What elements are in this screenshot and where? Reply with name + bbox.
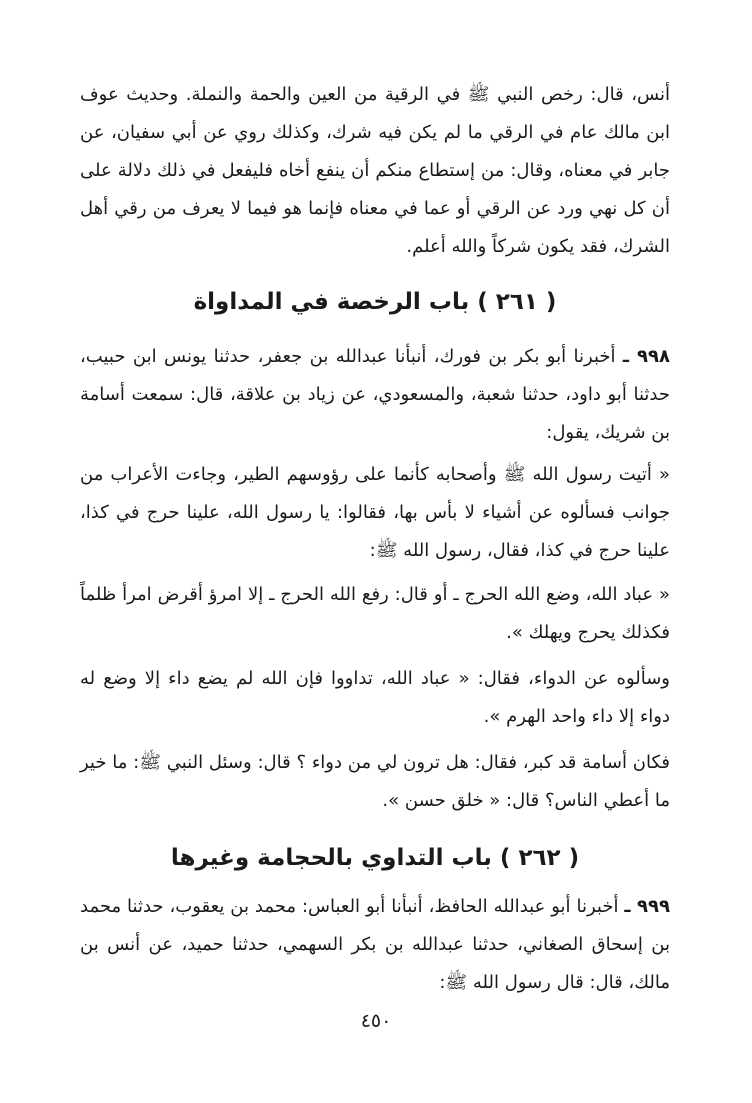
paragraph-hadith-998-text: « أتيت رسول الله ﷺ وأصحابه كأنما على رؤوسهم الطير، وجاءت الأعراب من جوانب فسألوه عن أشياء لا بأس بها، فقالوا: يا رسول الله، علينا حرج في كذا، علينا حرج في كذا، فقال، رسول الله ﷺ: [80,464,670,561]
paragraph-hadith-commentary: أنس، قال: رخص النبي ﷺ في الرقية من العين والحمة والنملة. وحديث عوف ابن مالك عام في الرقي ما لم يكن فيه شرك، وكذلك روي عن أبي سفيان، عن جابر في معناه، وقال: من إستطاع منكم أن ينفع أخاه فليفعل في ذلك دلالة على أن كل نهي ورد عن الرقي أو عما في معناه فإنما هو فيما لا يعرف من رقي أهل الشرك، فقد يكون شركاً والله أعلم. [80,84,670,257]
paragraph-hadith-999-chain [80,888,670,1002]
hadith-998-isnad: أخبرنا أبو بكر بن فورك، أنبأنا عبدالله بن جعفر، حدثنا يونس ابن حبيب، حدثنا أبو داود، حدثنا شعبة، والمسعودي، عن زياد بن علاقة، قال: سمعت أسامة بن شريك، يقول: [80,346,670,443]
paragraph-hadith-998-medicine: وسألوه عن الدواء، فقال: « عباد الله، تداووا فإن الله لم يضع داء إلا وضع له دواء إلا داء واحد الهرم ». [80,668,670,727]
hadith-number-998: ٩٩٨ ـ [622,346,670,367]
page-number: ٤٥٠ [360,1010,392,1032]
paragraph-hadith-998-ending: فكان أسامة قد كبر، فقال: هل ترون لي من دواء ؟ قال: وسئل النبي ﷺ: ما خير ما أعطي الناس؟ قال: « خلق حسن ». [80,752,670,811]
chapter-heading-262: ( ٢٦٢ ) باب التداوي بالحجامة وغيرها [170,845,580,871]
chapter-heading-261: ( ٢٦١ ) باب الرخصة في المداواة [193,289,557,315]
paragraph-hadith-998-saying: « عباد الله، وضع الله الحرج ـ أو قال: رفع الله الحرج ـ إلا امرؤ أقرض امرأ ظلماً فكذلك يحرج ويهلك ». [80,584,670,643]
hadith-number-999: ٩٩٩ ـ [624,896,671,917]
hadith-999-isnad: أخبرنا أبو عبدالله الحافظ، أنبأنا أبو العباس: محمد بن يعقوب، حدثنا محمد بن إسحاق الصغاني، حدثنا عبدالله بن بكر السهمي، حدثنا حميد، عن أنس بن مالك، قال: قال رسول الله ﷺ: [80,896,670,993]
paragraph-hadith-998-chain [80,338,670,452]
